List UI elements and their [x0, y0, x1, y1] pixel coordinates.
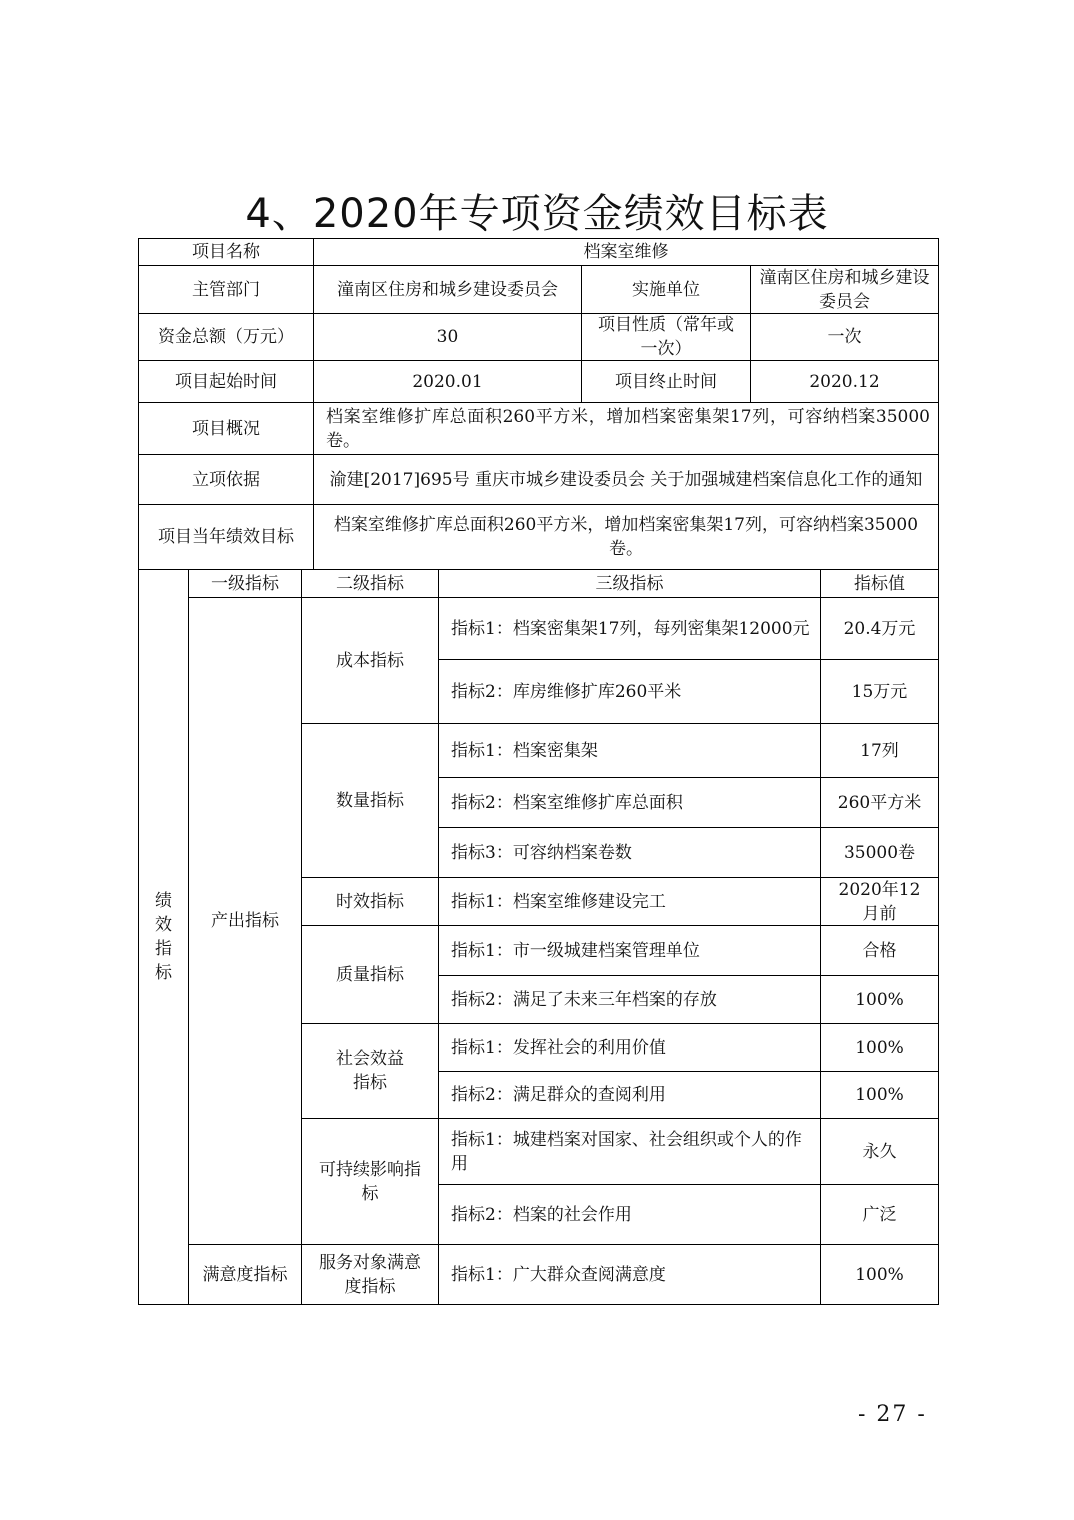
- indicator-value: 100%: [820, 975, 939, 1024]
- time-indicator-label: 时效指标: [301, 877, 439, 926]
- header-level1: 一级指标: [188, 569, 302, 598]
- output-indicator-label: 产出指标: [188, 597, 302, 1245]
- quality-indicator-label: 质量指标: [301, 925, 439, 1024]
- cost-indicator-label: 成本指标: [301, 597, 439, 724]
- indicator-row: 指标2：库房维修扩库260平米: [438, 659, 821, 724]
- indicator-value: 15万元: [820, 659, 939, 724]
- start-label: 项目起始时间: [138, 360, 314, 403]
- sustain-indicator-label: 可持续影响指标: [301, 1118, 439, 1245]
- header-value: 指标值: [820, 569, 939, 598]
- indicator-row: 指标1：档案密集架17列，每列密集架12000元: [438, 597, 821, 660]
- project-name-label: 项目名称: [138, 238, 314, 266]
- side-char: 效: [155, 915, 172, 935]
- side-char: 指: [155, 939, 172, 959]
- header-level3: 三级指标: [438, 569, 821, 598]
- perf-side-label: [138, 569, 189, 1305]
- start-value: 2020.01: [313, 360, 582, 403]
- service-indicator-label: 服务对象满意度指标: [301, 1244, 439, 1305]
- project-name-value: 档案室维修: [313, 238, 939, 266]
- indicator-row: 指标3：可容纳档案卷数: [438, 827, 821, 878]
- goal-label: 项目当年绩效目标: [138, 504, 314, 570]
- overview-label: 项目概况: [138, 402, 314, 455]
- satisfaction-indicator-label: 满意度指标: [188, 1244, 302, 1305]
- social-indicator-label: 社会效益指标: [301, 1023, 439, 1119]
- indicator-row: 指标2：档案室维修扩库总面积: [438, 777, 821, 828]
- indicator-value: 100%: [820, 1244, 939, 1305]
- indicator-value: 35000卷: [820, 827, 939, 878]
- quantity-indicator-label: 数量指标: [301, 723, 439, 878]
- funds-value: 30: [313, 313, 582, 361]
- indicator-value: 合格: [820, 925, 939, 976]
- indicator-value: 100%: [820, 1023, 939, 1072]
- nature-value: 一次: [750, 313, 939, 361]
- end-value: 2020.12: [750, 360, 939, 403]
- header-level2: 二级指标: [301, 569, 439, 598]
- indicator-value: 2020年12月前: [820, 877, 939, 926]
- indicator-value: 广泛: [820, 1184, 939, 1245]
- indicator-row: 指标2：满足群众的查阅利用: [438, 1071, 821, 1119]
- dept-value: 潼南区住房和城乡建设委员会: [313, 265, 582, 314]
- page-title: 4、2020年专项资金绩效目标表: [245, 191, 829, 237]
- indicator-row: 指标1：市一级城建档案管理单位: [438, 925, 821, 976]
- indicator-row: 指标1：广大群众查阅满意度: [438, 1244, 821, 1305]
- indicator-value: 永久: [820, 1118, 939, 1185]
- basis-label: 立项依据: [138, 454, 314, 505]
- side-char: 绩: [155, 891, 172, 911]
- indicator-row: 指标1：发挥社会的利用价值: [438, 1023, 821, 1072]
- page-number: - 27 -: [858, 1402, 927, 1427]
- indicator-value: 17列: [820, 723, 939, 778]
- indicator-row: 指标1：档案密集架: [438, 723, 821, 778]
- indicator-row: 指标2：满足了未来三年档案的存放: [438, 975, 821, 1024]
- basis-value: 渝建[2017]695号 重庆市城乡建设委员会 关于加强城建档案信息化工作的通知: [313, 454, 939, 505]
- indicator-row: 指标1：档案室维修建设完工: [438, 877, 821, 926]
- nature-label: 项目性质（常年或一次）: [581, 313, 751, 361]
- indicator-row: 指标2：档案的社会作用: [438, 1184, 821, 1245]
- side-char: 标: [155, 963, 172, 983]
- dept-label: 主管部门: [138, 265, 314, 314]
- indicator-value: 260平方米: [820, 777, 939, 828]
- indicator-value: 20.4万元: [820, 597, 939, 660]
- goal-value: 档案室维修扩库总面积260平方米，增加档案密集架17列，可容纳档案35000卷。: [313, 504, 939, 570]
- impl-label: 实施单位: [581, 265, 751, 314]
- funds-label: 资金总额（万元）: [138, 313, 314, 361]
- end-label: 项目终止时间: [581, 360, 751, 403]
- overview-value: 档案室维修扩库总面积260平方米，增加档案密集架17列，可容纳档案35000卷。: [313, 402, 939, 455]
- indicator-row: 指标1：城建档案对国家、社会组织或个人的作用: [438, 1118, 821, 1185]
- indicator-value: 100%: [820, 1071, 939, 1119]
- impl-value: 潼南区住房和城乡建设委员会: [750, 265, 939, 314]
